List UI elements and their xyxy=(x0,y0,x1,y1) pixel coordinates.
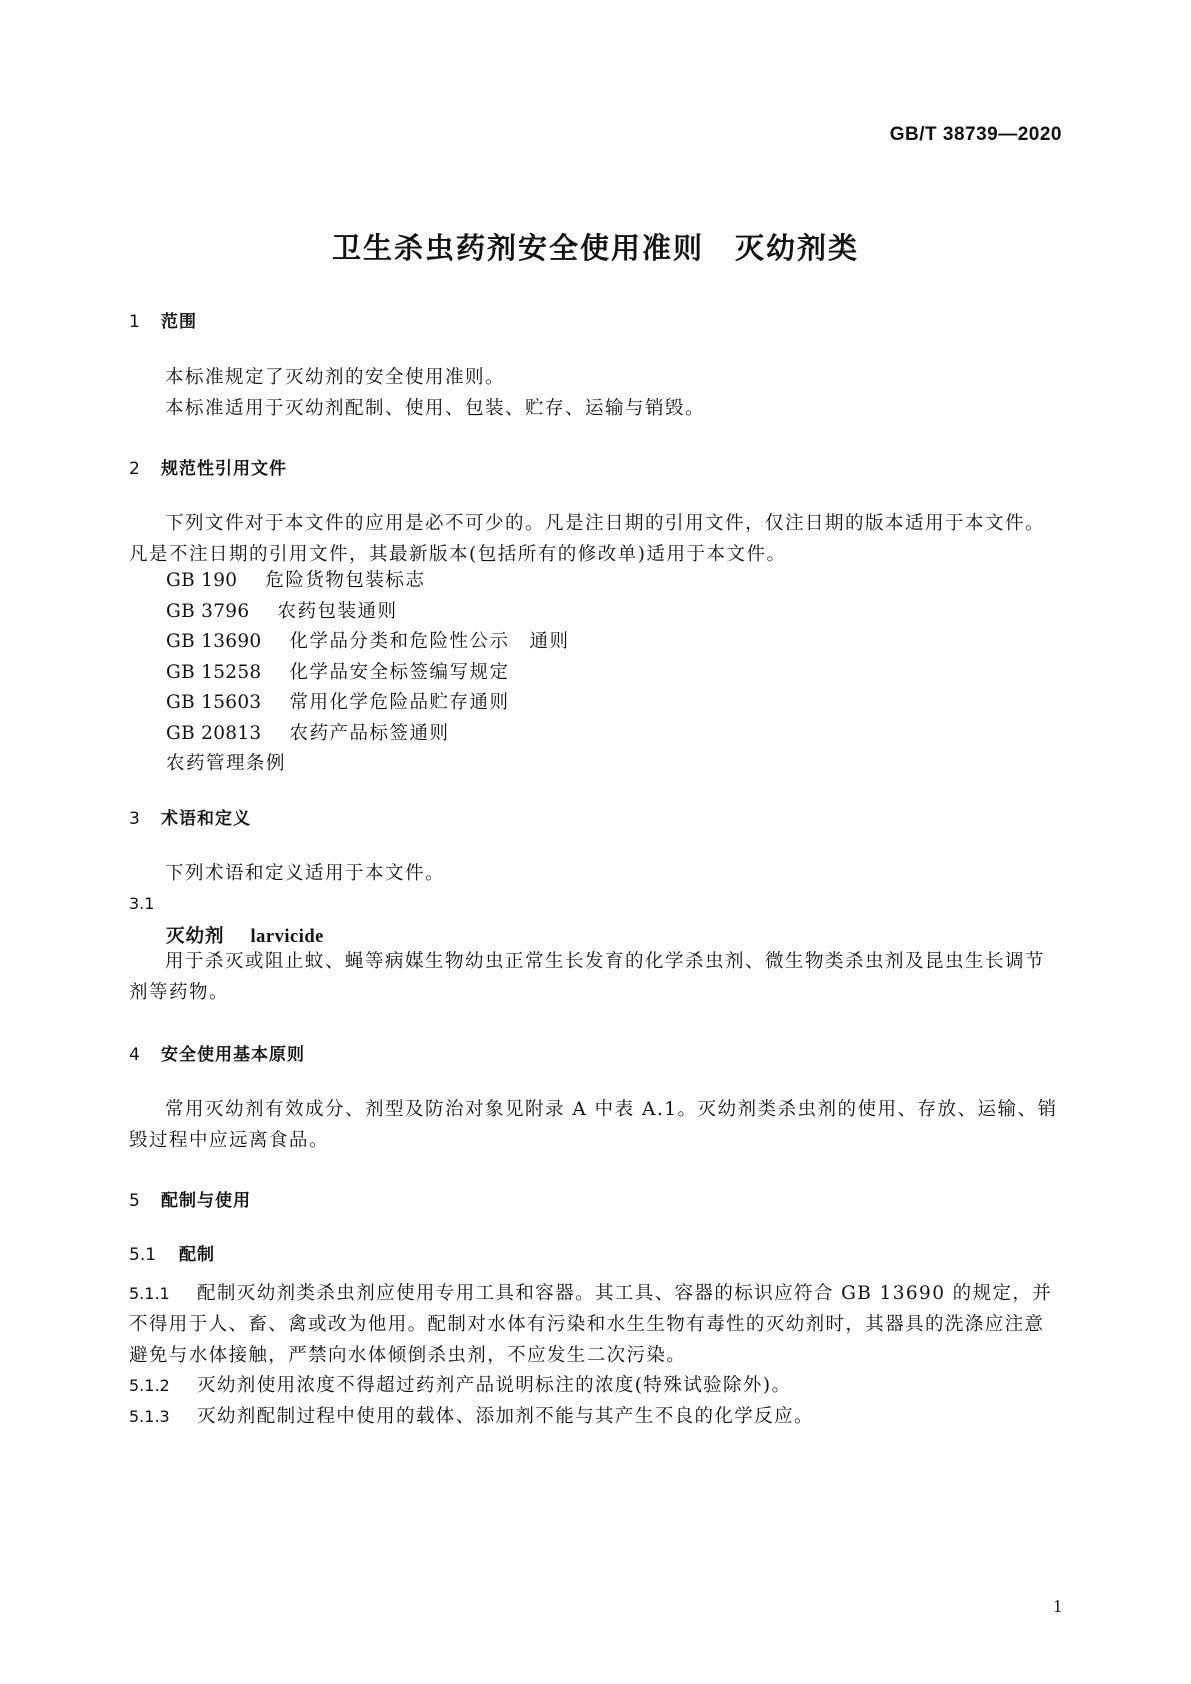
section-1-body xyxy=(129,362,1064,424)
reference-title: 农药产品标签通则 xyxy=(289,722,450,744)
term-chinese: 灭幼剂 xyxy=(166,926,225,947)
section-title: 规范性引用文件 xyxy=(161,459,287,479)
reference-item xyxy=(166,719,570,750)
section-2-intro: 下列文件对于本文件的应用是必不可少的。凡是注日期的引用文件，仅注日期的版本适用于本文件。凡是不注日期的引用文件，其最新版本(包括所有的修改单)适用于本文件。 xyxy=(129,513,1046,565)
subsection-number: 5.1 xyxy=(129,1245,157,1265)
section-title: 安全使用基本原则 xyxy=(161,1045,305,1065)
reference-code: GB 15603 xyxy=(166,692,262,713)
clause-number: 5.1.2 xyxy=(129,1376,170,1395)
section-3-heading xyxy=(129,804,251,829)
clause-text: 灭幼剂配制过程中使用的载体、添加剂不能与其产生不良的化学反应。 xyxy=(197,1406,814,1427)
section-5-heading xyxy=(129,1186,251,1211)
reference-title: 化学品安全标签编写规定 xyxy=(289,661,510,683)
term-entry xyxy=(166,922,324,948)
clause-5-1-3 xyxy=(129,1401,1064,1432)
reference-code: GB 15258 xyxy=(166,661,262,683)
term-english: larvicide xyxy=(250,927,324,947)
term-definition: 用于杀灭或阻止蚊、蝇等病媒生物幼虫正常生长发育的化学杀虫剂、微生物类杀虫剂及昆虫生长调节剂等药物。 xyxy=(129,951,1046,1003)
section-number: 3 xyxy=(129,809,140,829)
reference-item: 农药管理条例 xyxy=(166,753,287,774)
section-title: 范围 xyxy=(161,312,197,332)
section-title: 配制与使用 xyxy=(161,1191,251,1211)
reference-item xyxy=(166,597,570,628)
section-3-intro: 下列术语和定义适用于本文件。 xyxy=(165,863,446,884)
normative-reference-list xyxy=(166,566,570,780)
reference-code: GB 20813 xyxy=(166,722,262,744)
term-number: 3.1 xyxy=(129,894,155,913)
section-1-heading xyxy=(129,307,197,332)
standard-code: GB/T 38739—2020 xyxy=(889,124,1062,145)
reference-title: 常用化学危险品贮存通则 xyxy=(289,692,510,713)
section-title: 术语和定义 xyxy=(161,809,251,829)
document-title: 卫生杀虫药剂安全使用准则 灭幼剂类 xyxy=(331,231,859,265)
clause-text: 配制灭幼剂类杀虫剂应使用专用工具和容器。其工具、容器的标识应符合 GB 13690 的规定，并不得用于人、畜、禽或改为他用。配制对水体有污染和水生生物有毒性的灭幼剂时，其器具的洗涤应注意避免与水体接触，严禁向水体倾倒杀虫剂，不应发生二次污染。 xyxy=(129,1283,1053,1366)
reference-code: GB 13690 xyxy=(166,631,262,652)
reference-item xyxy=(166,658,570,689)
paragraph: 本标准适用于灭幼剂配制、使用、包装、贮存、运输与销毁。 xyxy=(165,398,706,419)
subsection-5-1-heading xyxy=(129,1240,215,1265)
subsection-title: 配制 xyxy=(179,1245,215,1265)
section-number: 1 xyxy=(129,312,140,332)
clause-number: 5.1.3 xyxy=(129,1407,170,1426)
clause-number: 5.1.1 xyxy=(129,1284,170,1303)
section-4-body: 常用灭幼剂有效成分、剂型及防治对象见附录 A 中表 A.1。灭幼剂类杀虫剂的使用、存放、运输、销毁过程中应远离食品。 xyxy=(129,1099,1058,1151)
reference-code: GB 3796 xyxy=(166,600,250,622)
reference-item xyxy=(166,566,570,597)
reference-title: 危险货物包装标志 xyxy=(265,570,426,591)
clause-5-1-2 xyxy=(129,1370,1064,1401)
section-number: 4 xyxy=(129,1045,140,1065)
section-2-heading xyxy=(129,454,287,479)
reference-item xyxy=(166,688,570,719)
paragraph: 本标准规定了灭幼剂的安全使用准则。 xyxy=(165,367,506,388)
clause-5-1-1 xyxy=(129,1278,1064,1371)
section-number: 2 xyxy=(129,459,140,479)
reference-item xyxy=(166,627,570,658)
section-4-heading xyxy=(129,1040,305,1065)
reference-code: GB 190 xyxy=(166,570,238,591)
reference-title: 化学品分类和危险性公示 通则 xyxy=(289,631,570,652)
section-number: 5 xyxy=(129,1191,140,1211)
page-number: 1 xyxy=(1053,1596,1062,1616)
clause-text: 灭幼剂使用浓度不得超过药剂产品说明标注的浓度(特殊试验除外)。 xyxy=(197,1375,792,1396)
reference-title: 农药包装通则 xyxy=(277,600,398,622)
